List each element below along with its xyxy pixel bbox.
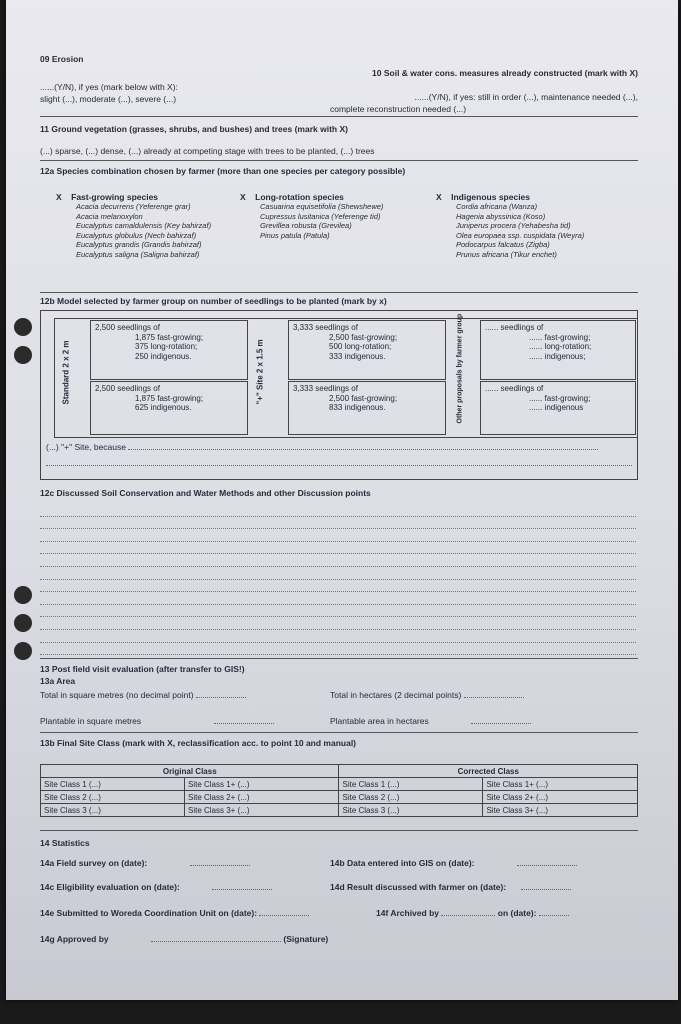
punch-hole	[14, 614, 32, 632]
indigenous-species: Olea europaea ssp. cuspidata (Weyra)	[456, 230, 585, 240]
corr-class-cell[interactable]: Site Class 3+ (...)	[483, 804, 638, 817]
corr-class-cell[interactable]: Site Class 1+ (...)	[483, 778, 638, 791]
discussion-title: 12c Discussed Soil Conservation and Water Methods and other Discussion points	[40, 488, 371, 498]
indigenous-species: Hagenia abyssinica (Koso)	[456, 211, 546, 221]
form-page	[6, 0, 678, 1000]
indigenous-species: Juniperus procera (Yehabesha tid)	[456, 221, 571, 231]
soil-water-line1: ......(Y/N), if yes: still in order (...), maintenance needed (...),	[414, 92, 638, 102]
gis-entry-date[interactable]: 14b Data entered into GIS on (date):	[330, 858, 630, 868]
corr-class-cell[interactable]: Site Class 2 (...)	[339, 791, 483, 804]
corr-class-cell[interactable]: Site Class 1 (...)	[339, 778, 483, 791]
standard-label: Standard 2 x 2 m	[61, 340, 71, 405]
indigenous-column: X Indigenous species Cordia africana (Wanza) Hagenia abyssinica (Koso) Juniperus procera (Yehabesha tid) Olea europaea ssp. cuspidata (Weyra) Podocarpus falcatus (Zigba) Prunus africana (Tikur enchet)	[436, 192, 636, 260]
indigenous-species: Cordia africana (Wanza)	[456, 202, 538, 211]
vegetation-options: (...) sparse, (...) dense, (...) already at competing stage with trees to be planted, (...) trees	[40, 146, 375, 156]
punch-hole	[14, 346, 32, 364]
field-survey-date[interactable]: 14a Field survey on (date):	[40, 858, 330, 868]
plantable-m2-field[interactable]: Plantable in square metres	[40, 716, 330, 726]
orig-class-cell[interactable]: Site Class 1+ (...)	[184, 778, 339, 791]
orig-class-cell[interactable]: Site Class 2 (...)	[41, 791, 185, 804]
post-visit-title: 13 Post field visit evaluation (after transfer to GIS!)	[40, 664, 245, 674]
long-species: Grevillea robusta (Grevilea)	[260, 221, 352, 231]
fast-species: Acacia decurrens (Yeferenge grar)	[76, 202, 191, 211]
eligibility-date[interactable]: 14c Eligibility evaluation on (date):	[40, 882, 330, 892]
discussed-date[interactable]: 14d Result discussed with farmer on (date):	[330, 882, 630, 892]
punch-hole	[14, 318, 32, 336]
site-class-table	[40, 764, 638, 817]
long-rotation-column: X Long-rotation species Casuarina equisetifolia (Shewshewe) Cupressus lusitanica (Yeferenge tid) Grevillea robusta (Grevilea) Pinus patula (Patula)	[240, 192, 430, 240]
approved-by-field[interactable]: 14g Approved by (Signature)	[40, 934, 329, 944]
standard-option-2[interactable]: 2,500 seedlings of 1,875 fast-growing; 625 indigenous.	[90, 381, 248, 435]
punch-hole	[14, 642, 32, 660]
fast-species: Eucalyptus saligna (Saligna bahirzaf)	[76, 249, 200, 259]
long-species: Pinus patula (Patula)	[260, 230, 330, 240]
model-title: 12b Model selected by farmer group on number of seedlings to be planted (mark by x)	[40, 296, 387, 306]
site-label: "+" Site 2 x 1.5 m	[255, 339, 265, 405]
other-proposals-label: Other proposals by farmer group	[456, 313, 464, 424]
soil-water-line2: complete reconstruction needed (...)	[330, 104, 467, 114]
erosion-line2: slight (...), moderate (...), severe (...)	[40, 94, 177, 104]
corr-class-cell[interactable]: Site Class 3 (...)	[339, 804, 483, 817]
statistics-title: 14 Statistics	[40, 838, 90, 848]
orig-class-cell[interactable]: Site Class 1 (...)	[41, 778, 185, 791]
standard-option-1[interactable]: 2,500 seedlings of 1,875 fast-growing; 375 long-rotation; 250 indigenous.	[90, 320, 248, 380]
other-option-1[interactable]: ...... seedlings of ...... fast-growing; ...... long-rotation; ...... indigenous;	[480, 320, 636, 380]
fast-species: Eucalyptus globulus (Nech bahirzaf)	[76, 230, 197, 240]
fast-species: Eucalyptus camaldulensis (Key bahirzaf)	[76, 221, 212, 231]
indigenous-species: Prunus africana (Tikur enchet)	[456, 249, 557, 259]
plantable-ha-field[interactable]: Plantable area in hectares	[330, 716, 630, 726]
because-field[interactable]: (...) "+" Site, because	[46, 442, 634, 452]
fast-species: Acacia melanoxylon	[76, 211, 143, 221]
indigenous-species: Podocarpus falcatus (Zigba)	[456, 240, 550, 250]
erosion-line1: ......(Y/N), if yes (mark below with X):	[40, 82, 178, 92]
long-species: Casuarina equisetifolia (Shewshewe)	[260, 202, 384, 211]
original-class-header: Original Class	[41, 765, 339, 778]
total-m2-field[interactable]: Total in square metres (no decimal point)	[40, 690, 330, 700]
discussion-lines[interactable]	[40, 504, 636, 655]
fast-growing-column: X Fast-growing species Acacia decurrens (Yeferenge grar) Acacia melanoxylon Eucalyptus camaldulensis (Key bahirzaf) Eucalyptus globulus (Nech bahirzaf) Eucalyptus grandis (Grandis bahirzaf) Eucalyptus saligna (Saligna bahirzaf)	[56, 192, 236, 260]
corr-class-cell[interactable]: Site Class 2+ (...)	[483, 791, 638, 804]
soil-water-title: 10 Soil & water cons. measures already constructed (mark with X)	[372, 68, 638, 78]
site-option-1[interactable]: 3,333 seedlings of 2,500 fast-growing; 500 long-rotation; 333 indigenous.	[288, 320, 446, 380]
area-title: 13a Area	[40, 676, 76, 686]
archived-field[interactable]: 14f Archived by on (date):	[376, 908, 634, 918]
species-title: 12a Species combination chosen by farmer (more than one species per category possible)	[40, 166, 406, 176]
submitted-date[interactable]: 14e Submitted to Woreda Coordination Unit on (date):	[40, 908, 370, 918]
fast-species: Eucalyptus grandis (Grandis bahirzaf)	[76, 240, 202, 250]
vegetation-title: 11 Ground vegetation (grasses, shrubs, and bushes) and trees (mark with X)	[40, 124, 348, 134]
other-option-2[interactable]: ...... seedlings of ...... fast-growing; ...... indigenous	[480, 381, 636, 435]
corrected-class-header: Corrected Class	[339, 765, 638, 778]
orig-class-cell[interactable]: Site Class 3+ (...)	[184, 804, 339, 817]
total-ha-field[interactable]: Total in hectares (2 decimal points)	[330, 690, 630, 700]
erosion-title: 09 Erosion	[40, 54, 84, 64]
long-species: Cupressus lusitanica (Yeferenge tid)	[260, 211, 381, 221]
punch-hole	[14, 586, 32, 604]
final-class-title: 13b Final Site Class (mark with X, reclassification acc. to point 10 and manual)	[40, 738, 357, 748]
orig-class-cell[interactable]: Site Class 2+ (...)	[184, 791, 339, 804]
orig-class-cell[interactable]: Site Class 3 (...)	[41, 804, 185, 817]
site-option-2[interactable]: 3,333 seedlings of 2,500 fast-growing; 833 indigenous.	[288, 381, 446, 435]
